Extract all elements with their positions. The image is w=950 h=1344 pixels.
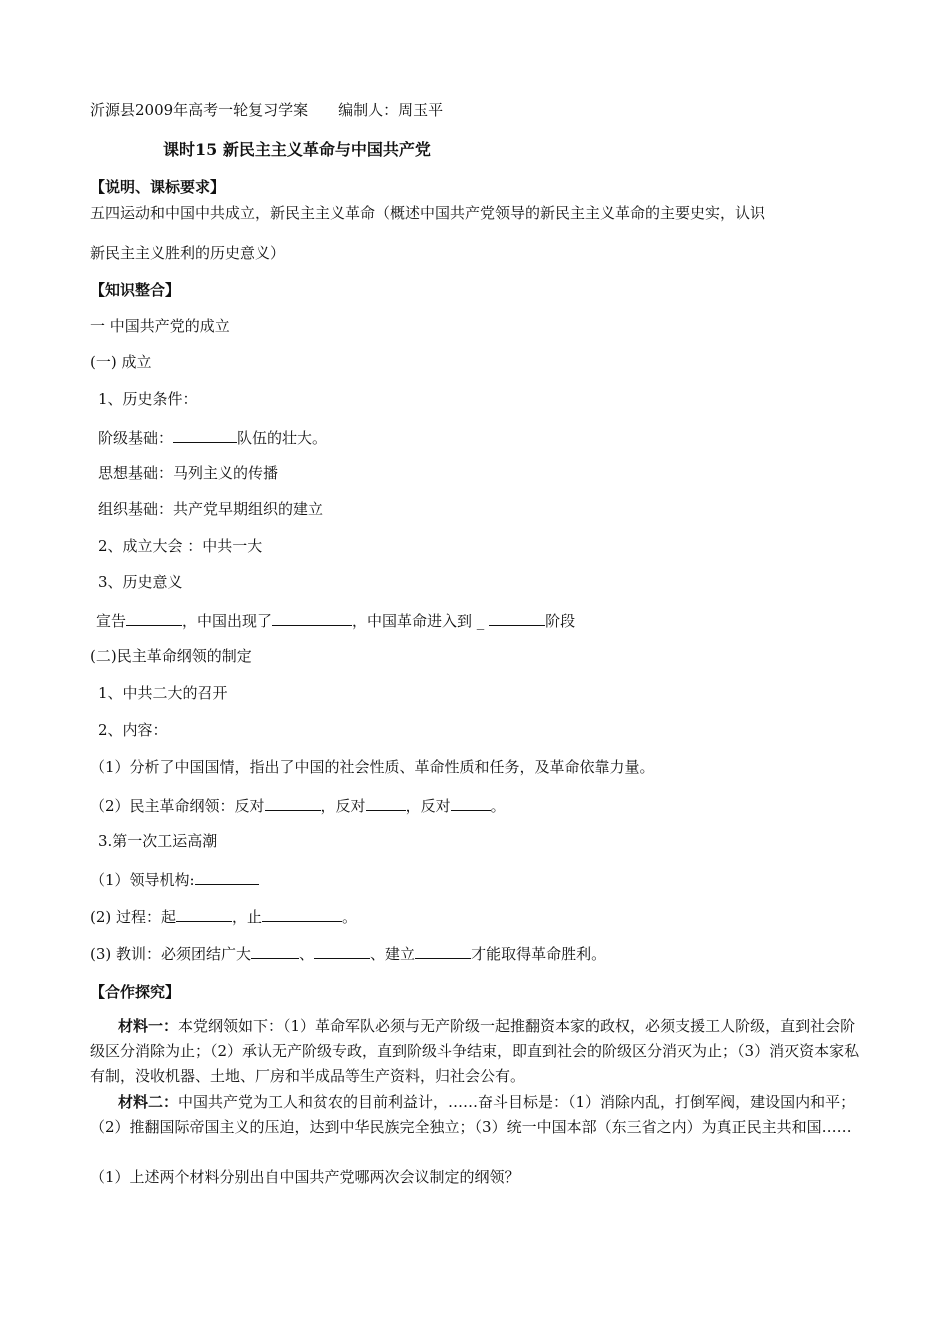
lesson-text-d: 才能取得革命胜利。 [471,945,607,963]
content-item-3: 3.第一次工运高潮 [98,832,218,850]
item-2-congress: 2、成立大会 ：中共一大 [98,537,263,555]
fill-blank[interactable] [265,794,321,811]
significance-text-d: 阶段 [545,612,576,630]
significance-line [96,609,575,631]
content-item-2-1: （1）分析了中国国情，指出了中国的社会性质、革命性质和任务，及革命依靠力量。 [90,758,655,776]
cooperation-heading: 【合作探究】 [90,983,181,1001]
leadership-line [90,868,259,890]
subsection-2: (二)民主革命纲领的制定 [90,647,252,665]
idea-basis-line: 思想基础：马列主义的传播 [98,464,279,482]
subsection-1: (一) 成立 [90,353,152,371]
fill-blank[interactable] [262,905,342,922]
requirements-line-1: 五四运动和中国中共成立，新民主主义革命（概述中国共产党领导的新民主主义革命的主要史实，认识 [90,204,766,222]
lesson-title: 课时15 新民主主义革命与中国共产党 [163,140,431,159]
page-header: 沂源县2009年高考一轮复习学案 编制人：周玉平 [90,101,444,119]
fill-blank[interactable] [251,942,299,959]
material-2-label: 材料二： [118,1093,179,1111]
material-2-text: 中国共产党为工人和贫农的目前利益计，……奋斗目标是：（1）消除内乱，打倒军阀，建设国内和平；（2）推翻国际帝国主义的压迫，达到中华民族完全独立；（3）统一中国本部（东三省之内）为真正民主共和国…… [90,1093,856,1136]
fill-blank[interactable] [489,609,545,626]
class-basis-tail: 队伍的壮大。 [237,429,328,447]
fill-blank[interactable] [272,609,352,626]
item-3-significance: 3、历史意义 [98,573,183,591]
lesson-text-c: 、建立 [370,945,416,963]
process-text-b: ，止 [232,908,263,926]
significance-text-c: ，中国革命进入到 _ [352,612,490,630]
fill-blank[interactable] [415,942,471,959]
fill-blank[interactable] [314,942,370,959]
program-text-b: ，反对 [320,797,366,815]
program-text-a: （2）民主革命纲领：反对 [90,797,265,815]
content-item-1: 1、中共二大的召开 [98,684,228,702]
fill-blank[interactable] [173,426,237,443]
process-line [90,905,357,927]
fill-blank[interactable] [126,609,182,626]
lesson-line [90,942,606,964]
material-1-text: 本党纲领如下：（1）革命军队必须与无产阶级一起推翻资本家的政权，必须支援工人阶级，直到社会阶级区分消除为止；（2）承认无产阶级专政，直到阶级斗争结束，即直到社会的阶级区分消灭为止；（3）消灭资本家私有制，没收机器、土地、厂房和半成品等生产资料，归社会公有。 [90,1017,860,1085]
fill-blank[interactable] [366,794,406,811]
program-text-c: ，反对 [405,797,451,815]
process-text-c: 。 [342,908,358,926]
program-line [90,794,506,816]
fill-blank[interactable] [451,794,491,811]
requirements-heading: 【说明、课标要求】 [90,178,226,196]
question-1: （1）上述两个材料分别出自中国共产党哪两次会议制定的纲领？ [90,1168,520,1186]
item-1-conditions: 1、历史条件： [98,390,198,408]
process-text-a: (2) 过程：起 [90,908,177,926]
significance-text-b: ，中国出现了 [182,612,273,630]
fill-blank[interactable] [195,868,259,885]
requirements-line-2: 新民主主义胜利的历史意义） [90,244,286,262]
material-2 [90,1090,860,1140]
lesson-text-a: (3) 教训：必须团结广大 [90,945,252,963]
lesson-text-b: 、 [299,945,315,963]
program-text-d: 。 [490,797,506,815]
fill-blank[interactable] [176,905,232,922]
material-1 [90,1014,860,1089]
class-basis-line [98,426,327,448]
material-1-label: 材料一： [118,1017,179,1035]
content-item-2: 2、内容： [98,721,168,739]
part-1-heading: 一 中国共产党的成立 [90,317,230,335]
significance-text-a: 宣告 [96,612,127,630]
class-basis-label: 阶级基础： [98,429,174,447]
leadership-label: （1）领导机构: [90,871,195,889]
org-basis-line: 组织基础：共产党早期组织的建立 [98,500,324,518]
knowledge-heading: 【知识整合】 [90,281,181,299]
